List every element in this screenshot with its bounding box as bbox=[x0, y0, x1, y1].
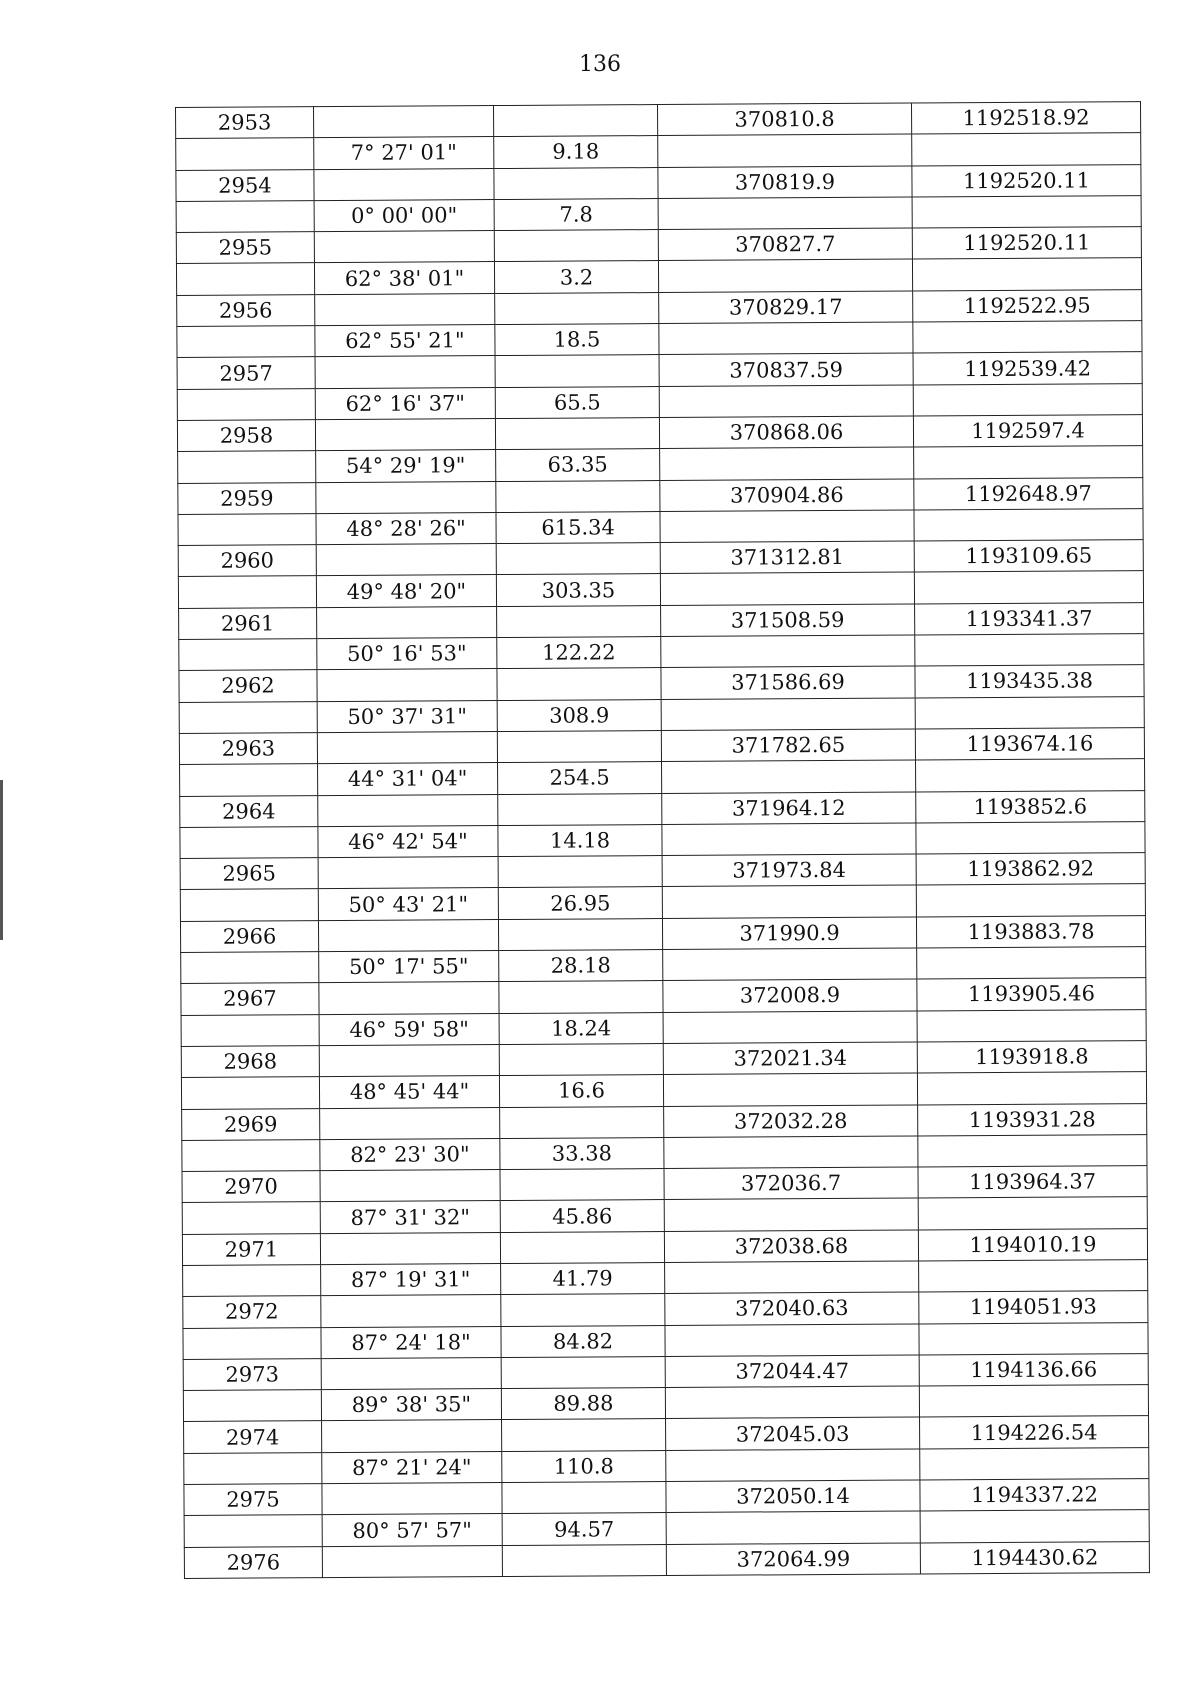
northing-cell: 371990.9 bbox=[662, 917, 916, 950]
bearing-angle-cell: 48° 45' 44" bbox=[319, 1076, 499, 1108]
empty-cell bbox=[658, 134, 912, 167]
empty-cell bbox=[501, 1356, 665, 1388]
empty-cell bbox=[182, 1139, 320, 1171]
empty-cell bbox=[919, 1385, 1148, 1418]
empty-cell bbox=[178, 451, 316, 483]
scan-margin-mark bbox=[0, 780, 3, 940]
point-id-cell: 2956 bbox=[177, 294, 315, 326]
distance-cell: 3.2 bbox=[494, 261, 658, 293]
empty-cell bbox=[497, 668, 661, 700]
distance-cell: 33.38 bbox=[500, 1137, 664, 1169]
easting-cell: 1192597.4 bbox=[913, 415, 1142, 448]
point-id-cell: 2972 bbox=[183, 1296, 321, 1328]
empty-cell bbox=[917, 1072, 1146, 1105]
easting-cell: 1192518.92 bbox=[911, 102, 1140, 135]
empty-cell bbox=[183, 1327, 321, 1359]
distance-cell: 14.18 bbox=[498, 824, 662, 856]
point-id-cell: 2959 bbox=[178, 482, 316, 514]
easting-cell: 1192520.11 bbox=[912, 164, 1141, 197]
easting-cell: 1194010.19 bbox=[918, 1228, 1147, 1261]
empty-cell bbox=[495, 292, 659, 324]
point-id-cell: 2967 bbox=[181, 983, 319, 1015]
easting-cell: 1193883.78 bbox=[916, 915, 1145, 948]
empty-cell bbox=[915, 696, 1144, 729]
empty-cell bbox=[322, 1420, 502, 1452]
empty-cell bbox=[500, 1106, 664, 1138]
easting-cell: 1194051.93 bbox=[919, 1291, 1148, 1324]
northing-cell: 370837.59 bbox=[659, 353, 913, 386]
empty-cell bbox=[918, 1134, 1147, 1167]
empty-cell bbox=[497, 605, 661, 637]
easting-cell: 1193341.37 bbox=[915, 602, 1144, 635]
distance-cell: 65.5 bbox=[495, 386, 659, 418]
empty-cell bbox=[183, 1390, 321, 1422]
empty-cell bbox=[663, 948, 917, 981]
empty-cell bbox=[499, 1043, 663, 1075]
distance-cell: 308.9 bbox=[497, 699, 661, 731]
distance-cell: 28.18 bbox=[499, 950, 663, 982]
point-id-cell: 2955 bbox=[176, 232, 314, 264]
empty-cell bbox=[659, 385, 913, 418]
empty-cell bbox=[494, 167, 658, 199]
bearing-angle-cell: 48° 28' 26" bbox=[316, 512, 496, 544]
empty-cell bbox=[917, 1009, 1146, 1042]
easting-cell: 1193931.28 bbox=[918, 1103, 1147, 1136]
bearing-angle-cell: 50° 16' 53" bbox=[317, 638, 497, 670]
empty-cell bbox=[318, 857, 498, 889]
easting-cell: 1194136.66 bbox=[919, 1353, 1148, 1386]
empty-cell bbox=[659, 322, 913, 355]
point-id-cell: 2957 bbox=[177, 357, 315, 389]
empty-cell bbox=[320, 1232, 500, 1264]
empty-cell bbox=[179, 701, 317, 733]
point-id-cell: 2969 bbox=[182, 1108, 320, 1140]
empty-cell bbox=[318, 919, 498, 951]
easting-cell: 1193905.46 bbox=[917, 978, 1146, 1011]
empty-cell bbox=[501, 1294, 665, 1326]
empty-cell bbox=[502, 1482, 666, 1514]
empty-cell bbox=[914, 571, 1143, 604]
distance-cell: 303.35 bbox=[496, 574, 660, 606]
point-id-cell: 2965 bbox=[180, 858, 318, 890]
easting-cell: 1192648.97 bbox=[914, 477, 1143, 510]
empty-cell bbox=[498, 918, 662, 950]
bearing-angle-cell: 82° 23' 30" bbox=[320, 1138, 500, 1170]
point-id-cell: 2961 bbox=[179, 607, 317, 639]
empty-cell bbox=[180, 764, 318, 796]
northing-cell: 372045.03 bbox=[666, 1417, 920, 1450]
empty-cell bbox=[500, 1231, 664, 1263]
easting-cell: 1192539.42 bbox=[913, 352, 1142, 385]
empty-cell bbox=[315, 356, 495, 388]
empty-cell bbox=[664, 1198, 918, 1231]
empty-cell bbox=[919, 1322, 1148, 1355]
empty-cell bbox=[502, 1544, 666, 1576]
empty-cell bbox=[919, 1260, 1148, 1293]
empty-cell bbox=[914, 446, 1143, 479]
northing-cell: 372032.28 bbox=[664, 1104, 918, 1137]
bearing-angle-cell: 62° 16' 37" bbox=[315, 387, 495, 419]
northing-cell: 371964.12 bbox=[662, 792, 916, 825]
point-id-cell: 2976 bbox=[184, 1546, 322, 1578]
distance-cell: 63.35 bbox=[496, 449, 660, 481]
easting-cell: 1193862.92 bbox=[916, 853, 1145, 886]
empty-cell bbox=[181, 1077, 319, 1109]
empty-cell bbox=[660, 510, 914, 543]
empty-cell bbox=[663, 1011, 917, 1044]
empty-cell bbox=[321, 1295, 501, 1327]
northing-cell: 370827.7 bbox=[658, 228, 912, 261]
bearing-angle-cell: 87° 21' 24" bbox=[322, 1451, 502, 1483]
empty-cell bbox=[317, 731, 497, 763]
point-id-cell: 2964 bbox=[180, 795, 318, 827]
empty-cell bbox=[178, 576, 316, 608]
empty-cell bbox=[178, 514, 316, 546]
easting-cell: 1193852.6 bbox=[916, 790, 1145, 823]
empty-cell bbox=[496, 480, 660, 512]
bearing-angle-cell: 62° 55' 21" bbox=[315, 325, 495, 357]
empty-cell bbox=[495, 418, 659, 450]
distance-cell: 254.5 bbox=[498, 762, 662, 794]
point-id-cell: 2966 bbox=[180, 920, 318, 952]
bearing-angle-cell: 87° 24' 18" bbox=[321, 1326, 501, 1358]
empty-cell bbox=[662, 885, 916, 918]
point-id-cell: 2960 bbox=[178, 545, 316, 577]
distance-cell: 110.8 bbox=[502, 1450, 666, 1482]
empty-cell bbox=[181, 952, 319, 984]
empty-cell bbox=[177, 326, 315, 358]
empty-cell bbox=[912, 258, 1141, 291]
northing-cell: 370904.86 bbox=[660, 479, 914, 512]
empty-cell bbox=[665, 1261, 919, 1294]
empty-cell bbox=[495, 355, 659, 387]
point-id-cell: 2973 bbox=[183, 1359, 321, 1391]
empty-cell bbox=[916, 821, 1145, 854]
point-id-cell: 2958 bbox=[177, 420, 315, 452]
empty-cell bbox=[320, 1107, 500, 1139]
empty-cell bbox=[321, 1357, 501, 1389]
northing-cell: 371312.81 bbox=[660, 541, 914, 574]
empty-cell bbox=[660, 447, 914, 480]
empty-cell bbox=[315, 293, 495, 325]
point-row bbox=[184, 1541, 1149, 1578]
empty-cell bbox=[314, 231, 494, 263]
easting-cell: 1194430.62 bbox=[920, 1541, 1149, 1574]
empty-cell bbox=[912, 195, 1141, 228]
northing-cell: 370819.9 bbox=[658, 166, 912, 199]
empty-cell bbox=[183, 1265, 321, 1297]
empty-cell bbox=[497, 730, 661, 762]
bearing-angle-cell: 62° 38' 01" bbox=[314, 262, 494, 294]
easting-cell: 1192520.11 bbox=[912, 227, 1141, 260]
empty-cell bbox=[920, 1510, 1149, 1543]
empty-cell bbox=[914, 508, 1143, 541]
empty-cell bbox=[177, 388, 315, 420]
distance-cell: 16.6 bbox=[499, 1075, 663, 1107]
northing-cell: 371508.59 bbox=[661, 604, 915, 637]
bearing-angle-cell: 0° 00' 00" bbox=[314, 199, 494, 231]
empty-cell bbox=[663, 1073, 917, 1106]
point-id-cell: 2971 bbox=[182, 1233, 320, 1265]
easting-cell: 1193109.65 bbox=[914, 540, 1143, 573]
easting-cell: 1193435.38 bbox=[915, 665, 1144, 698]
empty-cell bbox=[658, 197, 912, 230]
empty-cell bbox=[912, 133, 1141, 166]
empty-cell bbox=[662, 823, 916, 856]
empty-cell bbox=[180, 826, 318, 858]
empty-cell bbox=[180, 889, 318, 921]
bearing-angle-cell: 50° 37' 31" bbox=[317, 700, 497, 732]
distance-cell: 122.22 bbox=[497, 637, 661, 669]
bearing-angle-cell: 87° 31' 32" bbox=[320, 1201, 500, 1233]
empty-cell bbox=[319, 982, 499, 1014]
northing-cell: 372008.9 bbox=[663, 979, 917, 1012]
empty-cell bbox=[320, 1170, 500, 1202]
empty-cell bbox=[918, 1197, 1147, 1230]
empty-cell bbox=[176, 263, 314, 295]
distance-cell: 45.86 bbox=[500, 1200, 664, 1232]
survey-coordinates-table bbox=[175, 101, 1150, 1579]
northing-cell: 370868.06 bbox=[659, 416, 913, 449]
easting-cell: 1194337.22 bbox=[920, 1479, 1149, 1512]
bearing-angle-cell: 50° 43' 21" bbox=[318, 888, 498, 920]
empty-cell bbox=[494, 230, 658, 262]
distance-cell: 18.24 bbox=[499, 1012, 663, 1044]
easting-cell: 1192522.95 bbox=[913, 289, 1142, 322]
page-number: 136 bbox=[579, 52, 621, 77]
empty-cell bbox=[316, 544, 496, 576]
empty-cell bbox=[317, 669, 497, 701]
empty-cell bbox=[493, 105, 657, 137]
empty-cell bbox=[502, 1419, 666, 1451]
empty-cell bbox=[184, 1452, 322, 1484]
easting-cell: 1193674.16 bbox=[915, 728, 1144, 761]
northing-cell: 372036.7 bbox=[664, 1167, 918, 1200]
northing-cell: 372064.99 bbox=[666, 1543, 920, 1576]
point-id-cell: 2963 bbox=[179, 733, 317, 765]
empty-cell bbox=[322, 1545, 502, 1577]
empty-cell bbox=[913, 321, 1142, 354]
bearing-angle-cell: 46° 42' 54" bbox=[318, 825, 498, 857]
easting-cell: 1194226.54 bbox=[920, 1416, 1149, 1449]
empty-cell bbox=[182, 1202, 320, 1234]
empty-cell bbox=[317, 606, 497, 638]
empty-cell bbox=[322, 1483, 502, 1515]
empty-cell bbox=[499, 981, 663, 1013]
bearing-angle-cell: 49° 48' 20" bbox=[316, 575, 496, 607]
point-id-cell: 2974 bbox=[184, 1421, 322, 1453]
distance-cell: 7.8 bbox=[494, 198, 658, 230]
northing-cell: 372038.68 bbox=[664, 1230, 918, 1263]
bearing-angle-cell: 44° 31' 04" bbox=[318, 763, 498, 795]
empty-cell bbox=[318, 794, 498, 826]
northing-cell: 370829.17 bbox=[659, 291, 913, 324]
distance-cell: 41.79 bbox=[501, 1263, 665, 1295]
point-id-cell: 2975 bbox=[184, 1484, 322, 1516]
empty-cell bbox=[661, 698, 915, 731]
empty-cell bbox=[666, 1511, 920, 1544]
empty-cell bbox=[662, 760, 916, 793]
empty-cell bbox=[916, 759, 1145, 792]
bearing-angle-cell: 7° 27' 01" bbox=[314, 137, 494, 169]
northing-cell: 370810.8 bbox=[657, 103, 911, 136]
empty-cell bbox=[917, 947, 1146, 980]
empty-cell bbox=[314, 106, 494, 138]
point-id-cell: 2954 bbox=[176, 169, 314, 201]
empty-cell bbox=[498, 856, 662, 888]
empty-cell bbox=[661, 635, 915, 668]
point-id-cell: 2962 bbox=[179, 670, 317, 702]
bearing-angle-cell: 89° 38' 35" bbox=[321, 1389, 501, 1421]
bearing-angle-cell: 87° 19' 31" bbox=[321, 1264, 501, 1296]
empty-cell bbox=[666, 1449, 920, 1482]
empty-cell bbox=[181, 1014, 319, 1046]
northing-cell: 371586.69 bbox=[661, 666, 915, 699]
empty-cell bbox=[664, 1136, 918, 1169]
empty-cell bbox=[176, 138, 314, 170]
distance-cell: 9.18 bbox=[494, 136, 658, 168]
empty-cell bbox=[179, 639, 317, 671]
empty-cell bbox=[315, 419, 495, 451]
empty-cell bbox=[665, 1324, 919, 1357]
easting-cell: 1193918.8 bbox=[917, 1040, 1146, 1073]
northing-cell: 371782.65 bbox=[661, 729, 915, 762]
empty-cell bbox=[915, 634, 1144, 667]
empty-cell bbox=[920, 1447, 1149, 1480]
empty-cell bbox=[496, 543, 660, 575]
point-id-cell: 2968 bbox=[181, 1046, 319, 1078]
distance-cell: 615.34 bbox=[496, 511, 660, 543]
point-id-cell: 2953 bbox=[176, 107, 314, 139]
bearing-angle-cell: 80° 57' 57" bbox=[322, 1514, 502, 1546]
distance-cell: 26.95 bbox=[498, 887, 662, 919]
bearing-angle-cell: 50° 17' 55" bbox=[319, 951, 499, 983]
northing-cell: 372040.63 bbox=[665, 1292, 919, 1325]
empty-cell bbox=[916, 884, 1145, 917]
northing-cell: 371973.84 bbox=[662, 854, 916, 887]
easting-cell: 1193964.37 bbox=[918, 1166, 1147, 1199]
empty-cell bbox=[314, 168, 494, 200]
empty-cell bbox=[665, 1386, 919, 1419]
northing-cell: 372021.34 bbox=[663, 1042, 917, 1075]
distance-cell: 18.5 bbox=[495, 324, 659, 356]
empty-cell bbox=[660, 572, 914, 605]
empty-cell bbox=[184, 1515, 322, 1547]
empty-cell bbox=[913, 383, 1142, 416]
point-id-cell: 2970 bbox=[182, 1171, 320, 1203]
northing-cell: 372050.14 bbox=[666, 1480, 920, 1513]
empty-cell bbox=[316, 481, 496, 513]
empty-cell bbox=[658, 259, 912, 292]
northing-cell: 372044.47 bbox=[665, 1355, 919, 1388]
bearing-angle-cell: 46° 59' 58" bbox=[319, 1013, 499, 1045]
bearing-angle-cell: 54° 29' 19" bbox=[316, 450, 496, 482]
empty-cell bbox=[500, 1169, 664, 1201]
distance-cell: 89.88 bbox=[501, 1388, 665, 1420]
distance-cell: 94.57 bbox=[502, 1513, 666, 1545]
distance-cell: 84.82 bbox=[501, 1325, 665, 1357]
empty-cell bbox=[498, 793, 662, 825]
empty-cell bbox=[319, 1044, 499, 1076]
empty-cell bbox=[176, 201, 314, 233]
